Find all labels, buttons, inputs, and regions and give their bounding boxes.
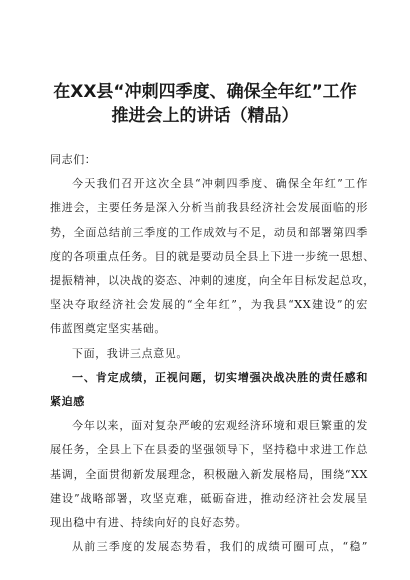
heading-line: 紧迫感 (50, 395, 85, 409)
paragraph-line: 坚决夺取经济社会发展的“全年红”，为我县“XX建设”的宏 (50, 298, 368, 312)
paragraph-line: 势，全面总结前三季度的工作成效与不足，动员和部署第四季 (50, 225, 368, 239)
paragraph-line: 展任务，全县上下在县委的坚强领导下，坚持稳中求进工作总 (50, 443, 368, 457)
paragraph-line: 下面，我讲三点意见。 (72, 346, 188, 360)
paragraph-line: 度的各项重点任务。目的就是要动员全县上下进一步统一思想、 (50, 249, 375, 263)
paragraph-intro (50, 172, 375, 341)
paragraph-line: 推进会，主要任务是深入分析当前我县经济社会发展面临的形 (50, 201, 368, 215)
paragraph-line: 从前三季度的发展态势看，我们的成绩可圈可点，“稳” (72, 540, 368, 554)
paragraph-line: 基调，全面贯彻新发展理念，积极融入新发展格局，围绕“XX (50, 467, 368, 481)
paragraph-outline (50, 342, 368, 366)
paragraph-line: 伟蓝图奠定坚实基础。 (50, 322, 166, 336)
paragraph-trend (50, 535, 368, 559)
greeting-text: 同志们： (50, 153, 97, 166)
title-line-2: 推进会上的讲话（精品） (111, 106, 299, 126)
paragraph-line: 建设”战略部署，攻坚克难，砥砺奋进，推动经济社会发展呈 (50, 491, 368, 505)
heading-line: 一、肯定成绩，正视问题，切实增强决战决胜的责任感和 (72, 370, 368, 384)
section-heading-1 (50, 366, 368, 414)
document-title (28, 80, 382, 128)
paragraph-line: 提振精神，以决战的姿态、冲刺的速度，向全年目标发起总攻， (50, 274, 375, 288)
paragraph-line: 现出稳中有进、持续向好的良好态势。 (50, 516, 248, 530)
title-line-1: 在XX县“冲刺四季度、确保全年红”工作 (53, 82, 357, 102)
paragraph-achievements (50, 414, 368, 535)
paragraph-line: 今天我们召开这次全县“冲刺四季度、确保全年红”工作 (72, 177, 368, 191)
greeting (50, 148, 368, 172)
document-body (50, 148, 375, 559)
paragraph-line: 今年以来，面对复杂严峻的宏观经济环境和艰巨繁重的发 (72, 419, 368, 433)
